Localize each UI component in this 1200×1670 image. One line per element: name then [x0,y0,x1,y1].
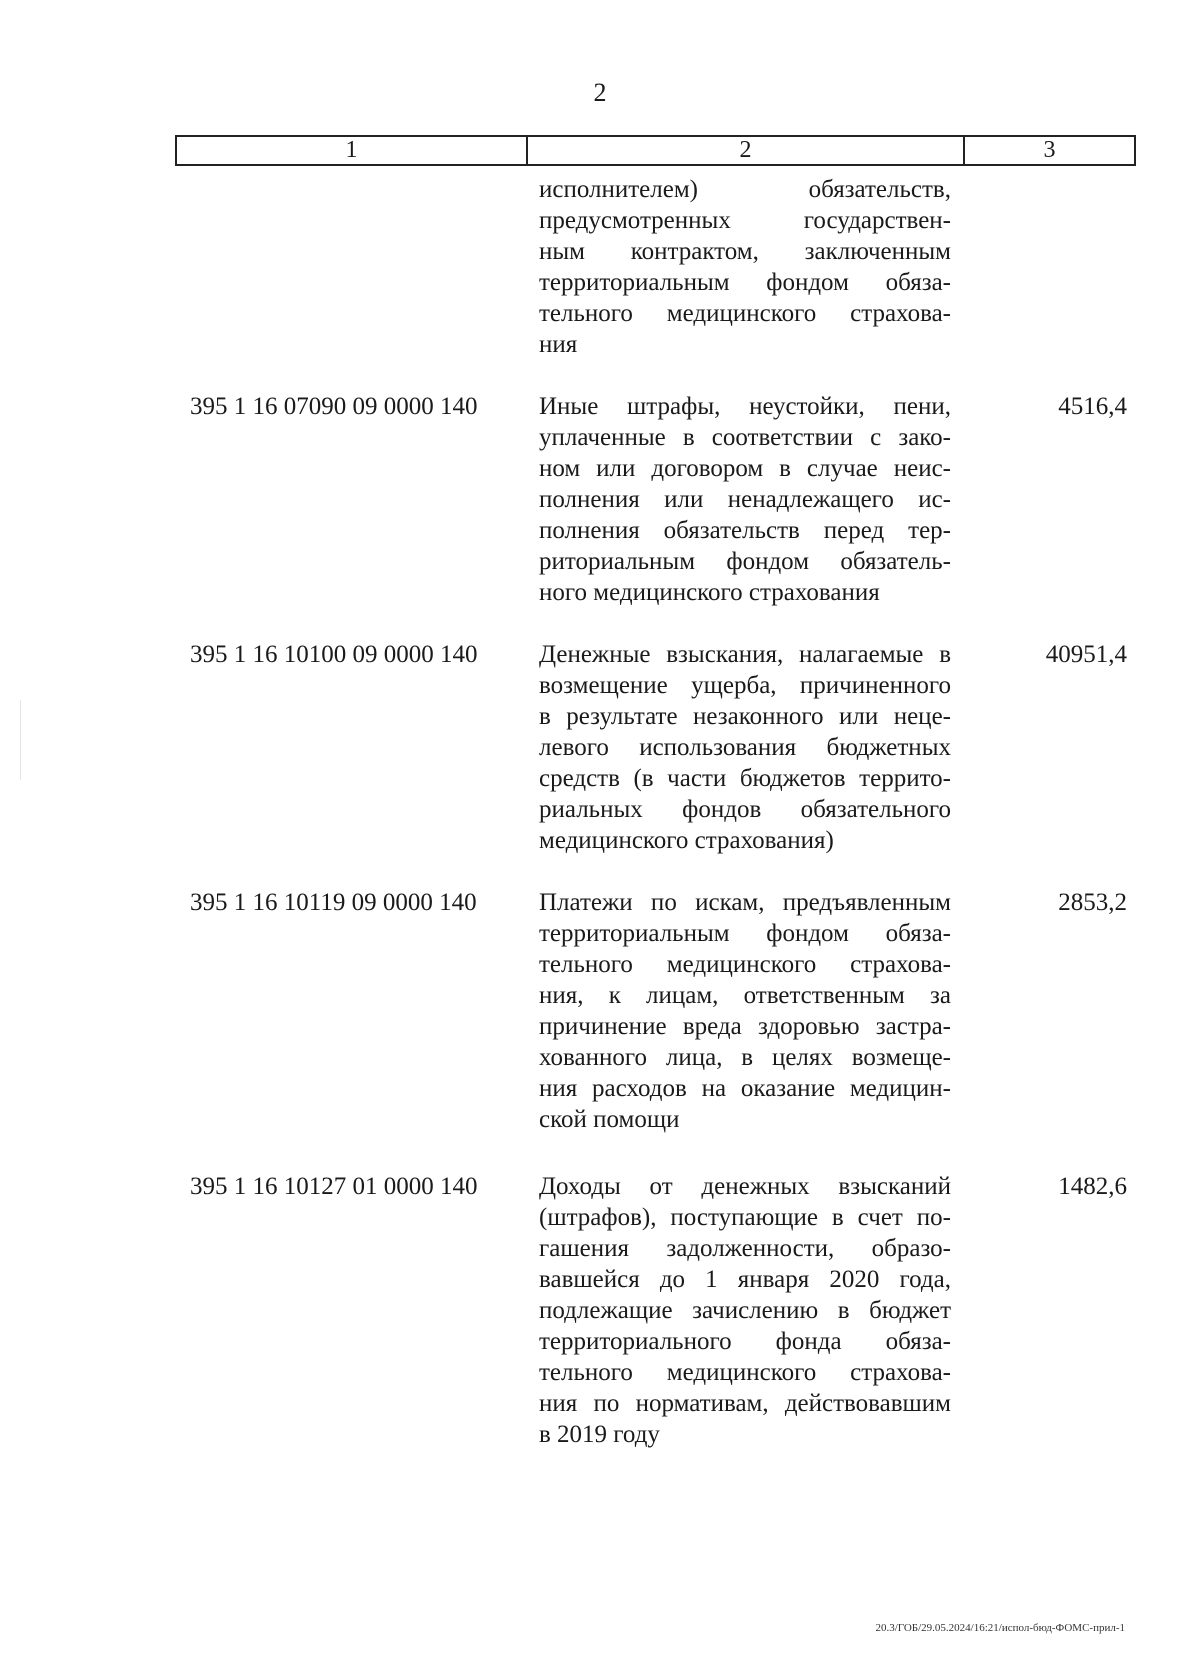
scan-margin-mark [20,700,21,780]
description-line: в 2019 году [539,1421,660,1448]
row-code: 395 1 16 10119 09 0000 140 [190,889,477,916]
description-line: тельного медицинского страхова- [539,1359,951,1386]
description-line: причинение вреда здоровью застра- [539,1013,951,1040]
description-line: тельного медицинского страхова- [539,951,951,978]
description-line: Иные штрафы, неустойки, пени, [539,393,951,420]
description-line: полнения или ненадлежащего ис- [539,486,951,513]
description-line: вавшейся до 1 января 2020 года, [539,1266,951,1293]
row-code: 395 1 16 07090 09 0000 140 [190,393,478,420]
description-line: ской помощи [539,1106,680,1133]
page-number: 2 [593,78,607,107]
description-line: подлежащие зачислению в бюджет [539,1297,951,1324]
description-line: Денежные взыскания, налагаемые в [539,641,951,668]
description-line: средств (в части бюджетов террито- [539,765,951,792]
row-description [539,639,951,856]
description-line: предусмотренных государствен- [539,207,951,234]
description-line: территориального фонда обяза- [539,1328,951,1355]
description-line: Доходы от денежных взысканий [539,1173,951,1200]
description-line: ния [539,331,578,358]
description-line: ния по нормативам, действовавшим [539,1390,951,1417]
table-header [175,135,1136,166]
description-line: возмещение ущерба, причиненного [539,672,951,699]
description-line: территориальным фондом обяза- [539,269,951,296]
description-line: ным контрактом, заключенным [539,238,951,265]
row-amount: 4516,4 [1058,393,1127,420]
row-code: 395 1 16 10100 09 0000 140 [190,641,478,668]
description-line: хованного лица, в целях возмеще- [539,1044,951,1071]
row-description [539,1171,951,1450]
row-amount: 2853,2 [1058,889,1127,916]
description-line: в результате незаконного или неце- [539,703,951,730]
description-line: тельного медицинского страхова- [539,300,951,327]
description-line: исполнителем) обязательств, [539,176,951,203]
row-description [539,174,951,360]
description-line: полнения обязательств перед тер- [539,517,951,544]
description-line: ния расходов на оказание медицин- [539,1075,951,1102]
description-line: уплаченные в соответствии с зако- [539,424,951,451]
description-line: левого использования бюджетных [539,734,951,761]
header-col-3: 3 [1043,137,1056,163]
description-line: ния, к лицам, ответственным за [539,982,951,1009]
row-description [539,887,951,1135]
description-line: Платежи по искам, предъявленным [539,889,951,916]
row-code: 395 1 16 10127 01 0000 140 [190,1173,478,1200]
description-line: гашения задолженности, образо- [539,1235,951,1262]
description-line: ного медицинского страхования [539,579,880,606]
header-col-2: 2 [528,137,965,164]
description-line: ном или договором в случае неис- [539,455,951,482]
row-description [539,391,951,608]
description-line: риальных фондов обязательного [539,796,951,823]
description-line: риториальным фондом обязатель- [539,548,951,575]
row-amount: 40951,4 [1045,641,1127,668]
document-footer: 20.3/ГОБ/29.05.2024/16:21/испол-бюд-ФОМС-прил-1 [875,1622,1125,1634]
description-line: медицинского страхования) [539,827,834,854]
description-line: территориальным фондом обяза- [539,920,951,947]
header-col-1: 1 [177,137,528,164]
row-amount: 1482,6 [1058,1173,1127,1200]
description-line: (штрафов), поступающие в счет по- [539,1204,951,1231]
